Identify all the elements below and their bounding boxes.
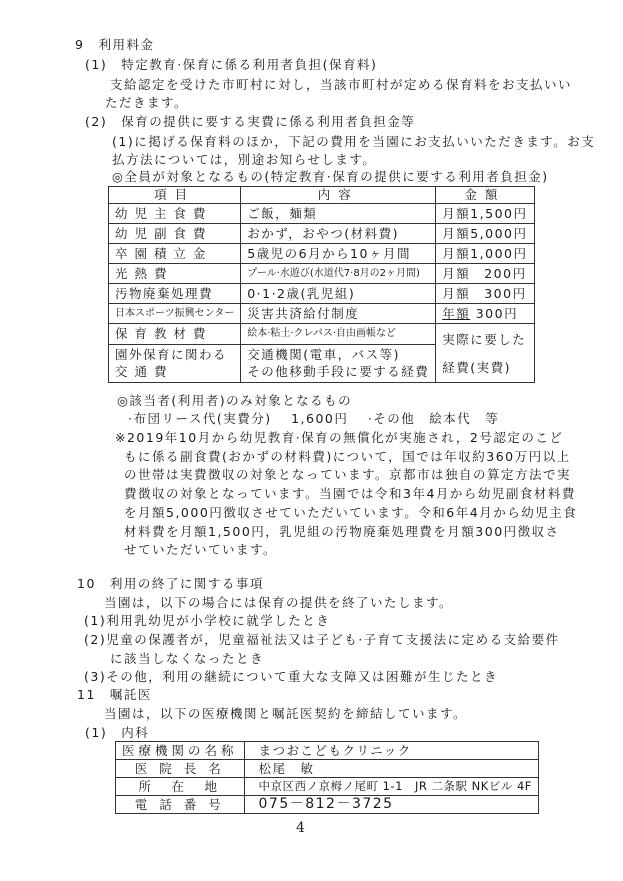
item-cell: 光 熱 費 bbox=[109, 264, 241, 284]
amount-cell: 月額5,000円 bbox=[436, 224, 534, 244]
table-row bbox=[109, 324, 535, 345]
amount-cell: 月額1,500円 bbox=[436, 204, 534, 224]
page-number: 4 bbox=[296, 820, 307, 836]
user-only-heading: ◎該当者(利用者)のみ対象となるもの bbox=[117, 393, 353, 408]
content-cell: 5歳児の6月から10ヶ月間 bbox=[241, 244, 436, 264]
content-cell: ご飯，麺類 bbox=[241, 204, 436, 224]
table-row bbox=[116, 778, 539, 796]
user-only-line: ·布団リース代(実費分) 1,600円 ·その他 絵本代 等 bbox=[128, 411, 500, 426]
item-2-text-cont: 払方法については，別途お知らせします。 bbox=[112, 152, 377, 167]
clinic-value: 075－812－3725 bbox=[244, 796, 538, 814]
merged-amount-line2: 経費(実費) bbox=[442, 360, 511, 375]
content-cell: 0·1·2歳(乳児組) bbox=[241, 284, 436, 304]
clinic-table bbox=[115, 741, 539, 814]
amount-cell: 月額 200円 bbox=[436, 264, 534, 284]
note-line: の世帯は実費徴収の対象となっています。京都市は独自の算定方法で実 bbox=[124, 467, 572, 482]
end-condition-item: (1)利用乳幼児が小学校に就学したとき bbox=[84, 613, 331, 628]
all-target-heading: ◎全員が対象となるもの(特定教育·保育の提供に要する利用者負担金) bbox=[112, 169, 549, 184]
clinic-label: 医療機関の名称 bbox=[116, 742, 245, 760]
amount-prefix: 年額 bbox=[442, 306, 471, 321]
section-11-intro: 当園は，以下の医療機関と嘱託医契約を締結しています。 bbox=[104, 706, 468, 721]
internal-medicine-heading: (1) 内科 bbox=[85, 725, 150, 740]
merged-amount-line1: 実際に要した bbox=[442, 332, 527, 347]
amount-cell: 月額 300円 bbox=[436, 284, 534, 304]
section-9-heading: 9 利用料金 bbox=[75, 37, 155, 52]
item-cell: 卒 園 積 立 金 bbox=[109, 244, 241, 264]
section-10-heading: 10 利用の終了に関する事項 bbox=[77, 576, 264, 591]
note-line: ※2019年10月から幼児教育·保育の無償化が実施され，2号認定のこど bbox=[115, 430, 564, 445]
note-line: 材料費を月額1,500円，乳児組の汚物廃棄処理費を月額300円徴収さ bbox=[124, 524, 560, 539]
item-2-label: (2) 保育の提供に要する実費に係る利用者負担金等 bbox=[85, 114, 416, 129]
content-cell: プール·水遊び(水道代7·8月の2ヶ月間) bbox=[241, 264, 436, 284]
table-row bbox=[109, 284, 535, 304]
clinic-value: まつおこどもクリニック bbox=[244, 742, 538, 760]
content-cell bbox=[241, 344, 436, 382]
table-row bbox=[109, 244, 535, 264]
amount-cell: 月額1,000円 bbox=[436, 244, 534, 264]
item-cell bbox=[109, 344, 241, 382]
amount-cell bbox=[436, 304, 534, 324]
table-row bbox=[109, 264, 535, 284]
section-11-heading: 11 嘱託医 bbox=[77, 687, 152, 702]
header-amount: 金額 bbox=[436, 187, 534, 204]
header-content: 内容 bbox=[241, 187, 436, 204]
section-10-intro: 当園は，以下の場合には保育の提供を終了いたします。 bbox=[104, 595, 454, 610]
clinic-value: 松尾 敏 bbox=[244, 760, 538, 778]
item-1-label: (1) 特定教育·保育に係る利用者負担(保育料) bbox=[85, 57, 378, 72]
clinic-value: 中京区西ノ京栂ノ尾町 1-1 JR 二条駅 NKビル 4F bbox=[244, 778, 538, 796]
note-line: もに係る副食費(おかずの材料費)について，国では年収約360万円以上 bbox=[124, 449, 571, 464]
table-row bbox=[116, 760, 539, 778]
table-row bbox=[109, 304, 535, 324]
item-cell: 幼 児 副 食 費 bbox=[109, 224, 241, 244]
clinic-label: 医 院 長 名 bbox=[116, 760, 245, 778]
clinic-label: 所 在 地 bbox=[116, 778, 245, 796]
content-line2: その他移動手段に要する経費 bbox=[247, 364, 430, 380]
header-item: 項目 bbox=[109, 187, 241, 204]
item-line2: 交 通 費 bbox=[115, 364, 168, 380]
item-line1: 園外保育に関わる bbox=[115, 347, 228, 363]
table-header-row bbox=[109, 187, 535, 204]
note-line: を月額5,000円徴収させていただいています。令和6年4月から幼児主食 bbox=[124, 505, 578, 520]
note-line: せていただいています。 bbox=[124, 542, 278, 557]
end-condition-item: (3)その他，利用の継続について重大な支障又は困難が生じたとき bbox=[84, 669, 498, 684]
note-line: 費徴収の対象となっています。当園では令和3年4月から幼児副食材料費 bbox=[124, 486, 576, 501]
item-1-text-cont: ただきます。 bbox=[105, 95, 189, 110]
fee-table bbox=[108, 186, 535, 383]
merged-amount-cell bbox=[436, 324, 534, 383]
clinic-label: 電 話 番 号 bbox=[116, 796, 245, 814]
content-cell: 絵本·粘土·クレパス·自由画帳など bbox=[241, 324, 436, 345]
amount-value: 300円 bbox=[475, 306, 519, 321]
table-row bbox=[109, 204, 535, 224]
item-cell: 保 育 教 材 費 bbox=[109, 324, 241, 345]
item-1-text: 支給認定を受けた市町村に対し，当該市町村が定める保育料をお支払いい bbox=[110, 77, 573, 92]
content-cell: 災害共済給付制度 bbox=[241, 304, 436, 324]
table-row bbox=[116, 742, 539, 760]
item-cell: 汚物廃棄処理費 bbox=[109, 284, 241, 304]
item-cell: 幼 児 主 食 費 bbox=[109, 204, 241, 224]
content-cell: おかず，おやつ(材料費) bbox=[241, 224, 436, 244]
table-row bbox=[116, 796, 539, 814]
end-condition-item-cont: に該当しなくなったとき bbox=[110, 651, 265, 666]
end-condition-item: (2)児童の保護者が，児童福祉法又は子ども·子育て支援法に定める支給要件 bbox=[84, 632, 560, 647]
content-line1: 交通機関(電車，バス等) bbox=[247, 347, 400, 363]
item-cell: 日本スポーツ振興センター bbox=[109, 304, 241, 324]
item-2-text: (1)に掲げる保育料のほか，下記の費用を当園にお支払いいただきます。お支 bbox=[112, 134, 596, 149]
table-row bbox=[109, 224, 535, 244]
